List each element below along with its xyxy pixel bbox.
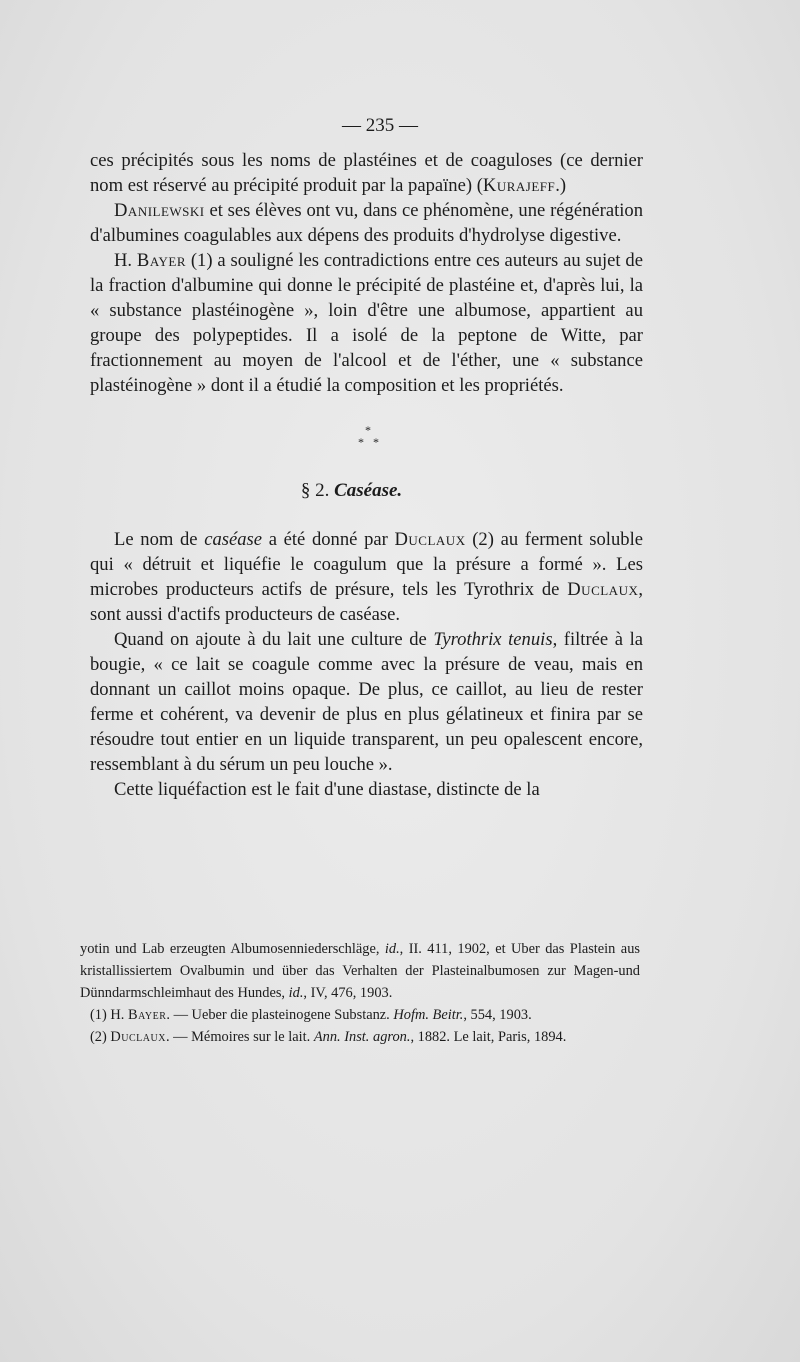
footnote-text: , 1882. Le lait, Paris, 1894. [410, 1029, 567, 1045]
author-bayer: Bayer [136, 250, 187, 271]
asterism-star: * [373, 435, 379, 449]
author-duclaux: Duclaux [567, 579, 639, 600]
paragraph-text: , sont aussi d'actifs producteurs de caséase. [90, 579, 643, 625]
footnote-number: (1) H. [90, 1007, 128, 1023]
footnote-text: , II. 411, 1902, et Uber das Plastein aus kristallissiertem Ovalbumin und über das Verhalten der Plasteinalbumosen zur Magen-und Dünndarmschleimhaut des Hundes, [80, 941, 640, 1001]
footnote-text: yotin und Lab erzeugten Albumosenniederschläge, [80, 941, 385, 957]
footnote-text: , 554, 1903. [463, 1007, 532, 1023]
footnote-author: Bayer [127, 1007, 167, 1023]
body-text [90, 148, 643, 802]
paragraph-text: et ses élèves ont vu, dans ce phénomène, une régénération d'albumines coagulables aux dépens des produits d'hydrolyse digestive. [90, 200, 643, 246]
paragraph-text: , filtrée à la bougie, « ce lait se coagule comme avec la présure de veau, mais en donnant un caillot moins opaque. De plus, ce caillot, au lieu de rester ferme et cohérent, va devenir de plus en plus gélatineux et finira par se résoudre tout entier en un liquide transparent, un peu opalescent encore, ressemblant à du sérum un peu louche ». [90, 629, 643, 775]
paragraph-text: a été donné par [262, 529, 395, 550]
footnote-text: , IV, 476, 1903. [303, 985, 393, 1001]
footnote-2 [80, 1026, 640, 1048]
footnote-text: . — Ueber die plasteinogene Substanz. [166, 1007, 394, 1023]
footnotes [80, 938, 640, 1048]
paragraph-plasteines [90, 148, 643, 198]
footnote-journal: Hofm. Beitr. [393, 1007, 464, 1023]
footnote-journal: Ann. Inst. agron. [313, 1029, 411, 1045]
author-danilewski: Danilewski [114, 200, 205, 221]
asterism-star: * [365, 423, 371, 437]
term-caseine: caséase [204, 529, 263, 550]
footnote-text: . — Mémoires sur le lait. [165, 1029, 314, 1045]
footnote-1 [80, 1004, 640, 1026]
paragraph-text: Le nom de [114, 529, 205, 550]
footnote-continuation [80, 938, 640, 1004]
paragraph-bayer [90, 248, 643, 398]
section-prefix: § 2. [300, 480, 335, 501]
asterism-star: * [358, 435, 364, 449]
paragraph-text: ces précipités sous les noms de plastéines et de coaguloses (ce dernier nom est réservé au précipité produit par la papaïne) ( [90, 150, 643, 196]
footnote-number: (2) [90, 1029, 111, 1045]
footnote-author: Duclaux [110, 1029, 166, 1045]
paragraph-text: (1) a souligné les contradictions entre ces auteurs au sujet de la fraction d'albumine qui donne le précipité de plastéine et, d'après lui, la « substance plastéinogène », loin d'être une albumose, appartient au groupe des polypeptides. Il a isolé de la peptone de Witte, par fractionnement au moyen de l'alcool et de l'éther, une « substance plastéinogène » dont il a étudié la composition et les propriétés. [90, 250, 643, 396]
section-heading [90, 478, 643, 503]
paragraph-tyrothrix [90, 627, 643, 777]
paragraph-caseine-definition [90, 527, 643, 627]
page-number: — 235 — [342, 115, 418, 136]
paragraph-text: Quand on ajoute à du lait une culture de [114, 629, 434, 650]
author-initial: H. [114, 250, 137, 271]
author-kurajeff: Kurajeff [482, 175, 556, 196]
paragraph-danilewski [90, 198, 643, 248]
species-name: Tyrothrix tenuis [433, 629, 553, 650]
asterism-divider [90, 420, 643, 454]
footnote-ibid: id. [288, 985, 304, 1001]
footnote-ibid: id. [384, 941, 400, 957]
paragraph-text: (2) au ferment soluble qui « détruit et liquéfie le coagulum que la présure a formé ». Les microbes producteurs actifs de présure, tels les Tyrothrix de [90, 529, 643, 600]
paragraph-liquefaction: Cette liquéfaction est le fait d'une diastase, distincte de la [114, 779, 540, 800]
author-duclaux: Duclaux [394, 529, 466, 550]
section-title: Caséase. [334, 480, 403, 501]
paragraph-text-end: .) [555, 175, 567, 196]
